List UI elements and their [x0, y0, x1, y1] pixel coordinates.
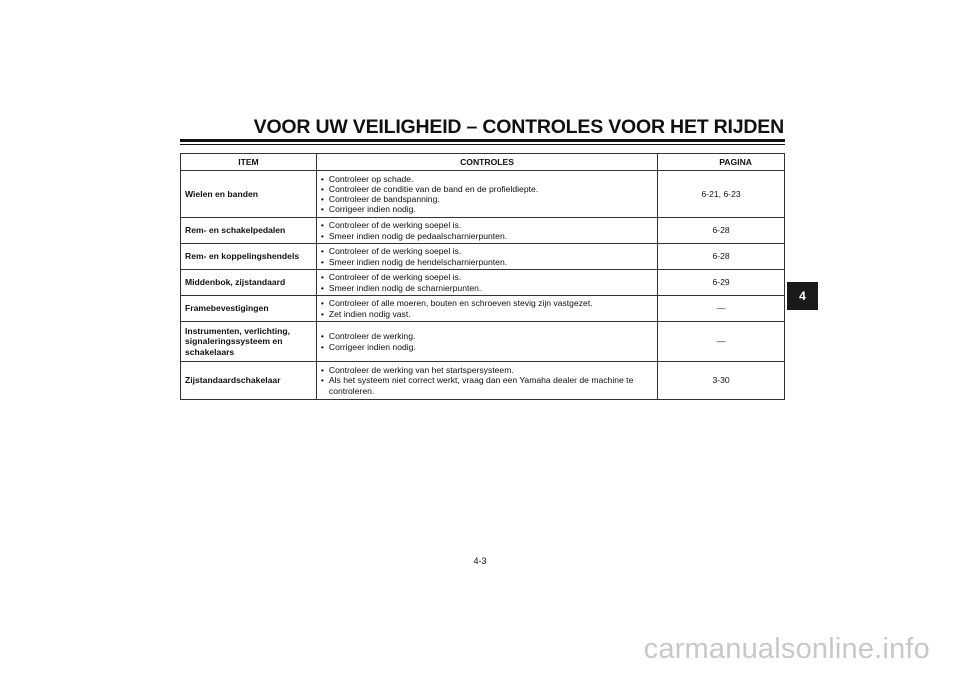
check-item: • Controleer de conditie van de band en de profieldiepte. — [321, 184, 653, 194]
row-item: Zijstandaardschakelaar — [181, 362, 317, 400]
checks-table — [180, 153, 785, 400]
table-row — [181, 362, 785, 400]
row-checks — [316, 218, 657, 244]
row-page: 3-30 — [658, 362, 785, 400]
title-rule-thick — [180, 139, 785, 142]
title-rule-thin — [180, 144, 785, 145]
watermark: carmanualsonline.info — [643, 633, 930, 665]
row-item: Instrumenten, verlichting, signaleringssysteem en schakelaars — [181, 322, 317, 362]
row-page: 6-21, 6-23 — [658, 171, 785, 218]
table-row — [181, 270, 785, 296]
table-row — [181, 322, 785, 362]
page-title: VOOR UW VEILIGHEID – CONTROLES VOOR HET RIJDEN — [253, 116, 784, 138]
column-header-controles: CONTROLES — [316, 154, 657, 171]
check-item: • Controleer de werking van het startspersysteem. — [321, 365, 653, 375]
check-item: • Corrigeer indien nodig. — [321, 204, 653, 214]
row-checks — [316, 270, 657, 296]
row-checks — [316, 362, 657, 400]
column-header-item: ITEM — [181, 154, 317, 171]
row-item: Rem- en schakelpedalen — [181, 218, 317, 244]
check-item: • Controleer of de werking soepel is. — [321, 246, 653, 256]
check-item: • Smeer indien nodig de hendelscharnierpunten. — [321, 257, 653, 267]
check-item: • Smeer indien nodig de pedaalscharnierpunten. — [321, 231, 653, 241]
row-item: Rem- en koppelingshendels — [181, 244, 317, 270]
check-item: • Als het systeem niet correct werkt, vraag dan een Yamaha dealer de machine te controleren. — [321, 375, 653, 395]
check-item: • Corrigeer indien nodig. — [321, 342, 653, 352]
chapter-tab: 4 — [787, 282, 818, 310]
table-row — [181, 244, 785, 270]
check-item: • Controleer de bandspanning. — [321, 194, 653, 204]
check-item: • Zet indien nodig vast. — [321, 309, 653, 319]
row-item: Wielen en banden — [181, 171, 317, 218]
column-header-pagina: PAGINA — [658, 154, 785, 171]
row-page: 6-29 — [658, 270, 785, 296]
check-item: • Controleer of de werking soepel is. — [321, 272, 653, 282]
row-page: — — [658, 322, 785, 362]
check-item: • Controleer de werking. — [321, 331, 653, 341]
check-item: • Smeer indien nodig de scharnierpunten. — [321, 283, 653, 293]
table-header-row — [181, 154, 785, 171]
row-checks — [316, 171, 657, 218]
row-page: 6-28 — [658, 218, 785, 244]
row-item: Middenbok, zijstandaard — [181, 270, 317, 296]
page-number: 4-3 — [473, 556, 487, 566]
check-item: • Controleer of alle moeren, bouten en schroeven stevig zijn vastgezet. — [321, 298, 653, 308]
table-row — [181, 296, 785, 322]
row-checks — [316, 244, 657, 270]
row-checks — [316, 296, 657, 322]
row-page: — — [658, 296, 785, 322]
table-row — [181, 171, 785, 218]
row-checks — [316, 322, 657, 362]
check-item: • Controleer op schade. — [321, 174, 653, 184]
check-item: • Controleer of de werking soepel is. — [321, 220, 653, 230]
table-row — [181, 218, 785, 244]
row-item: Framebevestigingen — [181, 296, 317, 322]
row-page: 6-28 — [658, 244, 785, 270]
